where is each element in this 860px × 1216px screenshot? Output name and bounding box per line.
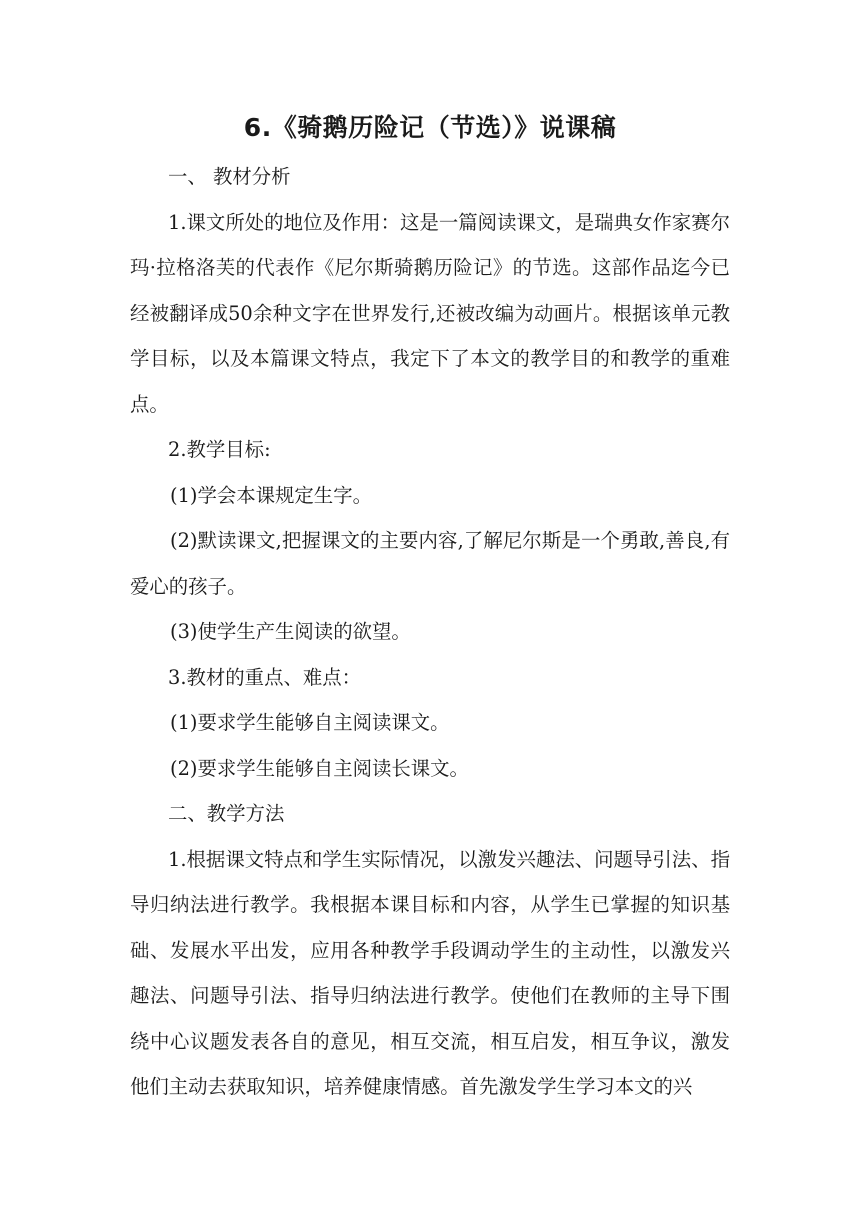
- list-item: (2)默读课文,把握课文的主要内容,了解尼尔斯是一个勇敢,善良,有爱心的孩子。: [130, 529, 730, 598]
- section-heading: 二、教学方法: [168, 802, 285, 825]
- body-paragraph: 1.课文所处的地位及作用：这是一篇阅读课文，是瑞典女作家赛尔玛·拉格洛芙的代表作《尼尔斯骑鹅历险记》的节选。这部作品迄今已经被翻译成50余种文字在世界发行,还被改编为动画片。根据该单元教学目标，以及本篇课文特点，我定下了本文的教学目的和教学的重难点。: [130, 210, 730, 416]
- list-item: (2)要求学生能够自主阅读长课文。: [170, 756, 469, 780]
- body-paragraph: 1.根据课文特点和学生实际情况，以激发兴趣法、问题导引法、指导归纳法进行教学。我根据本课目标和内容，从学生已掌握的知识基础、发展水平出发，应用各种教学手段调动学生的主动性，以激发兴趣法、问题导引法、指导归纳法进行教学。使他们在教师的主导下围绕中心议题发表各自的意见，相互交流，相互启发，相互争议，激发他们主动去获取知识，培养健康情感。首先激发学生学习本文的兴: [130, 847, 730, 1098]
- list-item: (3)使学生产生阅读的欲望。: [170, 620, 411, 643]
- document-body: [130, 154, 730, 1110]
- list-item: (1)要求学生能够自主阅读课文。: [170, 711, 450, 734]
- document-page: [130, 108, 730, 1110]
- body-paragraph: 2.教学目标:: [168, 438, 271, 461]
- list-item: (1)学会本课规定生字。: [170, 483, 372, 507]
- section-heading: 一、 教材分析: [168, 165, 291, 188]
- body-paragraph: 3.教材的重点、难点：: [168, 665, 362, 689]
- document-title: 6.《骑鹅历险记（节选）》说课稿: [243, 113, 617, 142]
